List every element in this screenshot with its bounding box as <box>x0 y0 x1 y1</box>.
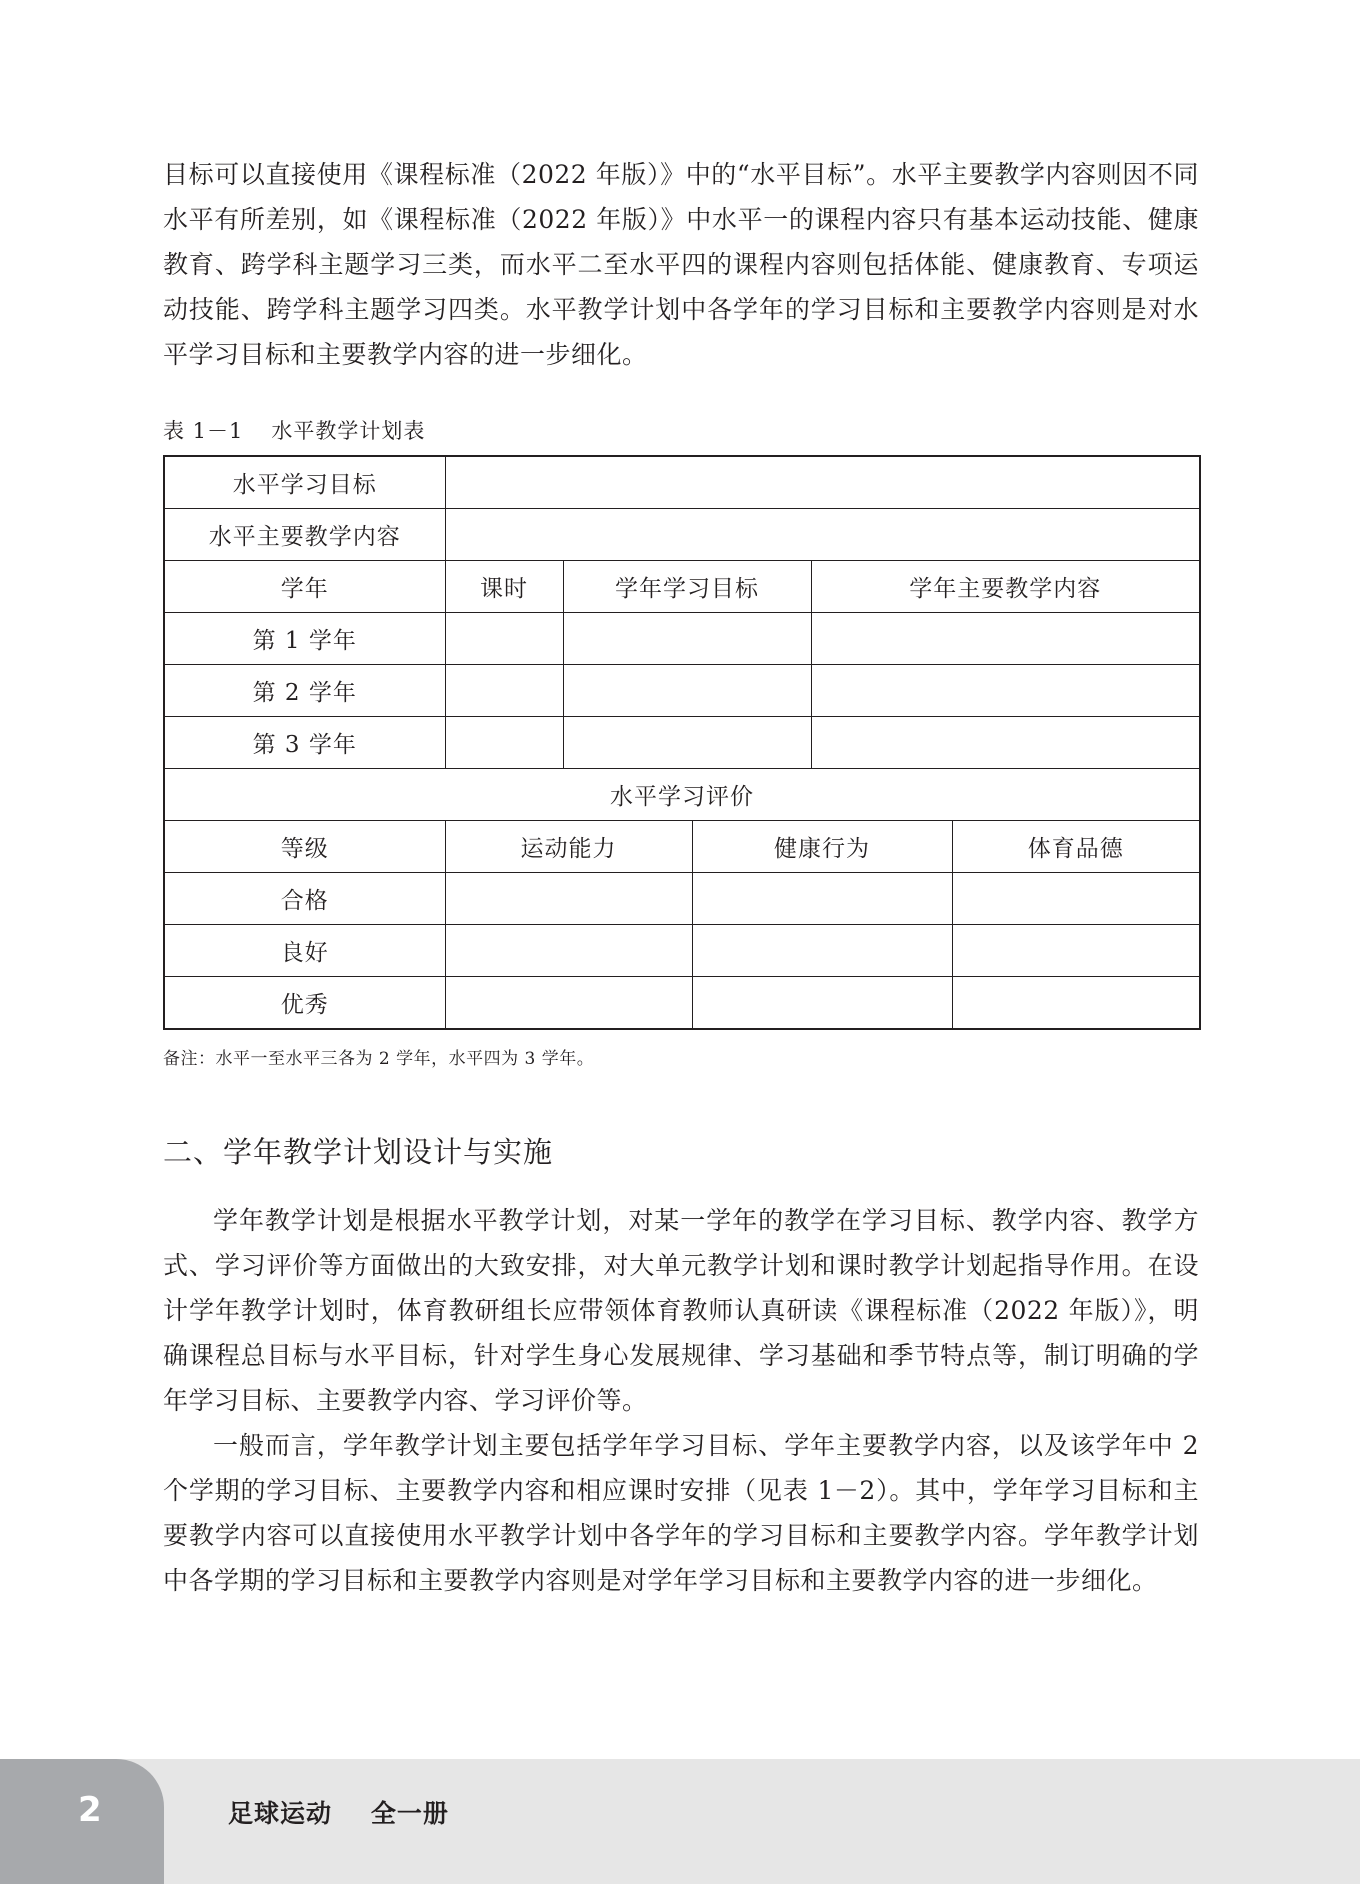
table-cell-empty <box>445 717 563 769</box>
table-row <box>164 873 1200 925</box>
column-header-grade: 等级 <box>164 821 445 873</box>
book-title: 足球运动 全一册 <box>228 1799 449 1828</box>
table-cell-empty <box>952 977 1200 1030</box>
table-cell-empty <box>811 613 1200 665</box>
section-paragraph: 一般而言，学年教学计划主要包括学年学习目标、学年主要教学内容，以及该学年中 2 个学期的学习目标、主要教学内容和相应课时安排（见表 1－2）。其中，学年学习目标和主要教学内容可以直接使用水平教学计划中各学年的学习目标和主要教学内容。学年教学计划中各学期的学习目标和主要教学内容则是对学年学习目标和主要教学内容的进一步细化。 <box>163 1431 1199 1595</box>
table-cell-empty <box>445 456 1200 509</box>
column-header-hours: 课时 <box>445 561 563 613</box>
intro-paragraph: 目标可以直接使用《课程标准（2022 年版）》中的“水平目标”。水平主要教学内容则因不同水平有所差别，如《课程标准（2022 年版）》中水平一的课程内容只有基本运动技能、健康教育、跨学科主题学习三类，而水平二至水平四的课程内容则包括体能、健康教育、专项运动技能、跨学科主题学习四类。水平教学计划中各学年的学习目标和主要教学内容则是对水平学习目标和主要教学内容的进一步细化。 <box>163 160 1199 369</box>
column-header-year-content: 学年主要教学内容 <box>811 561 1200 613</box>
table-cell-empty <box>445 925 692 977</box>
table-row <box>164 561 1200 613</box>
column-header-year: 学年 <box>164 561 445 613</box>
table-cell-empty <box>692 977 952 1030</box>
row-label-grade: 优秀 <box>164 977 445 1030</box>
evaluation-title: 水平学习评价 <box>164 769 1200 821</box>
table-row <box>164 925 1200 977</box>
page-body <box>163 152 1199 1603</box>
table-cell-empty <box>563 717 811 769</box>
table-caption-title: 水平教学计划表 <box>271 419 426 443</box>
table-cell-empty <box>952 925 1200 977</box>
row-label-year: 第 3 学年 <box>164 717 445 769</box>
row-label-year: 第 2 学年 <box>164 665 445 717</box>
table-row <box>164 456 1200 509</box>
table-cell-empty <box>692 873 952 925</box>
column-header-motor-ability: 运动能力 <box>445 821 692 873</box>
table-cell-empty <box>445 613 563 665</box>
column-header-year-goal: 学年学习目标 <box>563 561 811 613</box>
row-label-grade: 合格 <box>164 873 445 925</box>
table-cell-empty <box>445 873 692 925</box>
table-row <box>164 509 1200 561</box>
table-row <box>164 821 1200 873</box>
row-label-year: 第 1 学年 <box>164 613 445 665</box>
column-header-health-behavior: 健康行为 <box>692 821 952 873</box>
table-cell-empty <box>563 613 811 665</box>
section-heading: 二、学年教学计划设计与实施 <box>163 1135 554 1169</box>
table-row <box>164 665 1200 717</box>
table-cell-empty <box>445 665 563 717</box>
column-header-sportsmanship: 体育品德 <box>952 821 1200 873</box>
level-teaching-plan-table <box>163 455 1201 1030</box>
footer-bar <box>0 1759 1360 1884</box>
table-cell-empty <box>811 717 1200 769</box>
table-row <box>164 717 1200 769</box>
row-label-goal: 水平学习目标 <box>164 456 445 509</box>
section-body <box>163 1198 1199 1603</box>
table-note: 备注：水平一至水平三各为 2 学年，水平四为 3 学年。 <box>163 1049 595 1069</box>
section-paragraph: 学年教学计划是根据水平教学计划，对某一学年的教学在学习目标、教学内容、教学方式、学习评价等方面做出的大致安排，对大单元教学计划和课时教学计划起指导作用。在设计学年教学计划时，体育教研组长应带领体育教师认真研读《课程标准（2022 年版）》，明确课程总目标与水平目标，针对学生身心发展规律、学习基础和季节特点等，制订明确的学年学习目标、主要教学内容、学习评价等。 <box>163 1206 1199 1415</box>
row-label-content: 水平主要教学内容 <box>164 509 445 561</box>
table-caption-number: 表 1－1 <box>163 419 244 443</box>
table-cell-empty <box>692 925 952 977</box>
table-row <box>164 769 1200 821</box>
table-cell-empty <box>563 665 811 717</box>
table-cell-empty <box>445 977 692 1030</box>
page-number: 2 <box>78 1790 102 1830</box>
table-cell-empty <box>445 509 1200 561</box>
row-label-grade: 良好 <box>164 925 445 977</box>
table-caption <box>163 416 1199 446</box>
table-cell-empty <box>811 665 1200 717</box>
table-cell-empty <box>952 873 1200 925</box>
table-row <box>164 977 1200 1030</box>
table-row <box>164 613 1200 665</box>
